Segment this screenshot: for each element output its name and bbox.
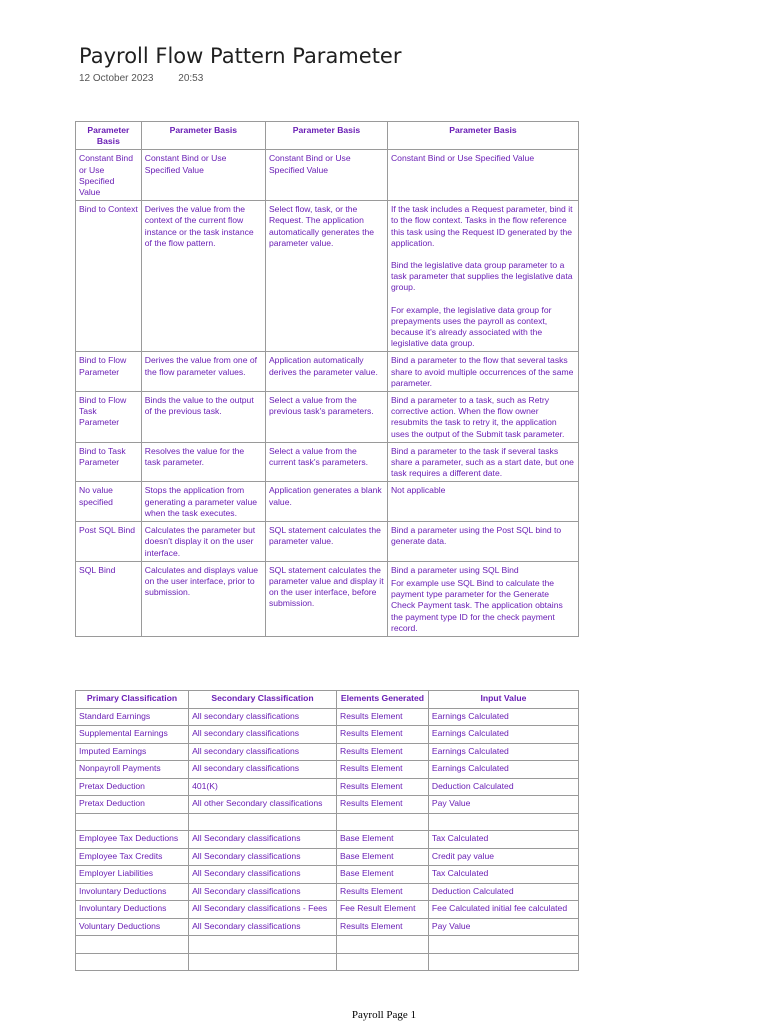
table-cell: Derives the value from one of the flow parameter values. bbox=[141, 352, 265, 392]
page-meta bbox=[79, 73, 203, 84]
table-cell: Involuntary Deductions bbox=[76, 883, 189, 901]
cell-paragraph: Not applicable bbox=[390, 485, 446, 496]
table-cell bbox=[387, 561, 578, 636]
table-row bbox=[76, 901, 579, 919]
table-cell: Results Element bbox=[337, 726, 429, 744]
table-cell: All secondary classifications bbox=[189, 726, 337, 744]
table-cell: 401(K) bbox=[189, 778, 337, 796]
table-cell: Constant Bind or Use Specified Value bbox=[141, 150, 265, 201]
cell-paragraph: Bind a parameter to the task if several tasks share a parameter, such as a start date, but one task requires a different date. bbox=[390, 445, 574, 479]
table-header-row bbox=[76, 122, 579, 150]
column-header: Input Value bbox=[428, 691, 578, 709]
table-cell: Employee Tax Deductions bbox=[76, 831, 189, 849]
parameter-basis-table bbox=[75, 121, 579, 637]
table-cell bbox=[387, 352, 578, 392]
column-header: Parameter Basis bbox=[141, 122, 265, 150]
table-cell: All Secondary classifications bbox=[189, 866, 337, 884]
table-cell: Fee Result Element bbox=[337, 901, 429, 919]
table-row bbox=[76, 761, 579, 779]
table-header-row bbox=[76, 691, 579, 709]
table-cell: Select a value from the previous task's parameters. bbox=[265, 392, 387, 443]
table-cell: Deduction Calculated bbox=[428, 883, 578, 901]
table-cell: Bind to Task Parameter bbox=[76, 442, 142, 482]
table-cell: Pay Value bbox=[428, 918, 578, 936]
page-time: 20:53 bbox=[178, 73, 204, 84]
table-cell bbox=[387, 392, 578, 443]
table-row bbox=[76, 708, 579, 726]
table-row bbox=[76, 953, 579, 971]
table-cell bbox=[387, 522, 578, 562]
table-cell: SQL Bind bbox=[76, 561, 142, 636]
table-row bbox=[76, 150, 579, 201]
column-header: Parameter Basis bbox=[265, 122, 387, 150]
table-cell: Base Element bbox=[337, 831, 429, 849]
table-cell bbox=[387, 150, 578, 201]
page-title: Payroll Flow Pattern Parameter bbox=[79, 44, 402, 68]
table-cell: Bind to Context bbox=[76, 201, 142, 352]
page-footer: Payroll Page 1 bbox=[351, 1009, 417, 1021]
column-header: Elements Generated bbox=[337, 691, 429, 709]
table-cell bbox=[387, 482, 578, 522]
classification-table bbox=[75, 690, 579, 971]
table-cell: Application generates a blank value. bbox=[265, 482, 387, 522]
table-row bbox=[76, 866, 579, 884]
table-cell: Calculates and displays value on the user interface, prior to submission. bbox=[141, 561, 265, 636]
table-row bbox=[76, 936, 579, 954]
table-cell: Post SQL Bind bbox=[76, 522, 142, 562]
table-row bbox=[76, 442, 579, 482]
table-cell: No value specified bbox=[76, 482, 142, 522]
classification-table-body bbox=[76, 708, 579, 971]
cell-paragraph: Bind a parameter to a task, such as Retry corrective action. When the flow owner resubmits the task to retry it, the application uses the output of the Submit task parameter. bbox=[390, 395, 565, 439]
cell-paragraph: Bind a parameter to the flow that several tasks share to avoid multiple occurrences of the same parameter. bbox=[390, 355, 574, 388]
table-cell: Resolves the value for the task parameter. bbox=[141, 442, 265, 482]
table-cell: Credit pay value bbox=[428, 848, 578, 866]
table-cell: All Secondary classifications bbox=[189, 883, 337, 901]
table-cell: Bind to Flow Task Parameter bbox=[76, 392, 142, 443]
table-row bbox=[76, 778, 579, 796]
table-cell: Base Element bbox=[337, 848, 429, 866]
cell-paragraph: If the task includes a Request parameter, bind it to the flow context. Tasks in the flow reference this task using the Request ID generated by the application. bbox=[390, 204, 573, 248]
table-cell: Results Element bbox=[337, 708, 429, 726]
table-cell: Derives the value from the context of the current flow instance or the task instance of the flow pattern. bbox=[141, 201, 265, 352]
table-cell: Select a value from the current task's parameters. bbox=[265, 442, 387, 482]
cell-paragraph: For example, the legislative data group for prepayments uses the payroll as context, because it's already associated with the legislative data group. bbox=[390, 304, 552, 349]
table-cell: Earnings Calculated bbox=[428, 743, 578, 761]
table-cell: Employer Liabilities bbox=[76, 866, 189, 884]
table-cell: Earnings Calculated bbox=[428, 708, 578, 726]
table-cell: All Secondary classifications bbox=[189, 848, 337, 866]
table-row bbox=[76, 522, 579, 562]
table-cell: Pretax Deduction bbox=[76, 796, 189, 814]
table-cell: All Secondary classifications - Fees bbox=[189, 901, 337, 919]
table-cell: Earnings Calculated bbox=[428, 761, 578, 779]
table-cell: Supplemental Earnings bbox=[76, 726, 189, 744]
table-cell: Tax Calculated bbox=[428, 866, 578, 884]
table-cell: Fee Calculated initial fee calculated bbox=[428, 901, 578, 919]
table-cell bbox=[337, 813, 429, 831]
table-cell bbox=[189, 953, 337, 971]
table-cell bbox=[337, 936, 429, 954]
table-cell: Results Element bbox=[337, 778, 429, 796]
table-row bbox=[76, 796, 579, 814]
table-cell: Standard Earnings bbox=[76, 708, 189, 726]
table-cell: Constant Bind or Use Specified Value bbox=[76, 150, 142, 201]
table-cell: Nonpayroll Payments bbox=[76, 761, 189, 779]
table-cell: Pretax Deduction bbox=[76, 778, 189, 796]
table-cell: All secondary classifications bbox=[189, 708, 337, 726]
table-row bbox=[76, 726, 579, 744]
table-cell: All secondary classifications bbox=[189, 743, 337, 761]
column-header: Parameter Basis bbox=[76, 122, 142, 150]
table-cell: Results Element bbox=[337, 796, 429, 814]
table-cell: Tax Calculated bbox=[428, 831, 578, 849]
cell-paragraph: For example use SQL Bind to calculate the payment type parameter for the Generate Check Payment task. The application obtains the payment type ID for the check payment record. bbox=[390, 577, 563, 633]
table-cell: Involuntary Deductions bbox=[76, 901, 189, 919]
table-cell: Employee Tax Credits bbox=[76, 848, 189, 866]
table-row bbox=[76, 848, 579, 866]
table-cell: Select flow, task, or the Request. The application automatically generates the parameter value. bbox=[265, 201, 387, 352]
column-header: Primary Classification bbox=[76, 691, 189, 709]
table-cell: Calculates the parameter but doesn't display it on the user interface. bbox=[141, 522, 265, 562]
cell-paragraph: Bind a parameter using SQL Bind bbox=[390, 564, 519, 575]
cell-paragraph: Bind the legislative data group parameter to a task parameter that supplies the legislative data group. bbox=[390, 260, 573, 293]
table-cell bbox=[189, 936, 337, 954]
parameter-basis-table-body bbox=[76, 150, 579, 637]
table-cell bbox=[76, 813, 189, 831]
table-cell bbox=[428, 953, 578, 971]
table-row bbox=[76, 201, 579, 352]
table-cell bbox=[76, 936, 189, 954]
page-date: 12 October 2023 bbox=[79, 73, 154, 84]
table-cell: All other Secondary classifications bbox=[189, 796, 337, 814]
table-cell: Binds the value to the output of the previous task. bbox=[141, 392, 265, 443]
cell-paragraph: Bind a parameter using the Post SQL bind to generate data. bbox=[390, 525, 562, 547]
table-cell bbox=[337, 953, 429, 971]
table-cell bbox=[428, 936, 578, 954]
table-row bbox=[76, 831, 579, 849]
table-cell: Results Element bbox=[337, 918, 429, 936]
table-cell: Results Element bbox=[337, 883, 429, 901]
table-cell: Results Element bbox=[337, 761, 429, 779]
cell-paragraph: Constant Bind or Use Specified Value bbox=[390, 153, 535, 164]
column-header: Secondary Classification bbox=[189, 691, 337, 709]
table-cell bbox=[428, 813, 578, 831]
table-row bbox=[76, 743, 579, 761]
table-cell: Imputed Earnings bbox=[76, 743, 189, 761]
table-cell: Earnings Calculated bbox=[428, 726, 578, 744]
table-cell: Stops the application from generating a parameter value when the task executes. bbox=[141, 482, 265, 522]
table-cell bbox=[387, 201, 578, 352]
table-row bbox=[76, 392, 579, 443]
table-cell: Application automatically derives the parameter value. bbox=[265, 352, 387, 392]
table-row bbox=[76, 883, 579, 901]
table-cell: SQL statement calculates the parameter value and display it on the user interface, before submission. bbox=[265, 561, 387, 636]
table-cell: SQL statement calculates the parameter value. bbox=[265, 522, 387, 562]
table-cell: Deduction Calculated bbox=[428, 778, 578, 796]
table-cell: All Secondary classifications bbox=[189, 831, 337, 849]
table-cell: Base Element bbox=[337, 866, 429, 884]
table-cell: All secondary classifications bbox=[189, 761, 337, 779]
table-cell: Voluntary Deductions bbox=[76, 918, 189, 936]
table-cell: Constant Bind or Use Specified Value bbox=[265, 150, 387, 201]
table-row bbox=[76, 813, 579, 831]
table-cell: Results Element bbox=[337, 743, 429, 761]
table-cell: Bind to Flow Parameter bbox=[76, 352, 142, 392]
table-cell: All Secondary classifications bbox=[189, 918, 337, 936]
table-cell bbox=[76, 953, 189, 971]
table-row bbox=[76, 352, 579, 392]
table-row bbox=[76, 918, 579, 936]
table-cell bbox=[387, 442, 578, 482]
table-cell: Pay Value bbox=[428, 796, 578, 814]
table-row bbox=[76, 482, 579, 522]
table-cell bbox=[189, 813, 337, 831]
column-header: Parameter Basis bbox=[387, 122, 578, 150]
table-row bbox=[76, 561, 579, 636]
